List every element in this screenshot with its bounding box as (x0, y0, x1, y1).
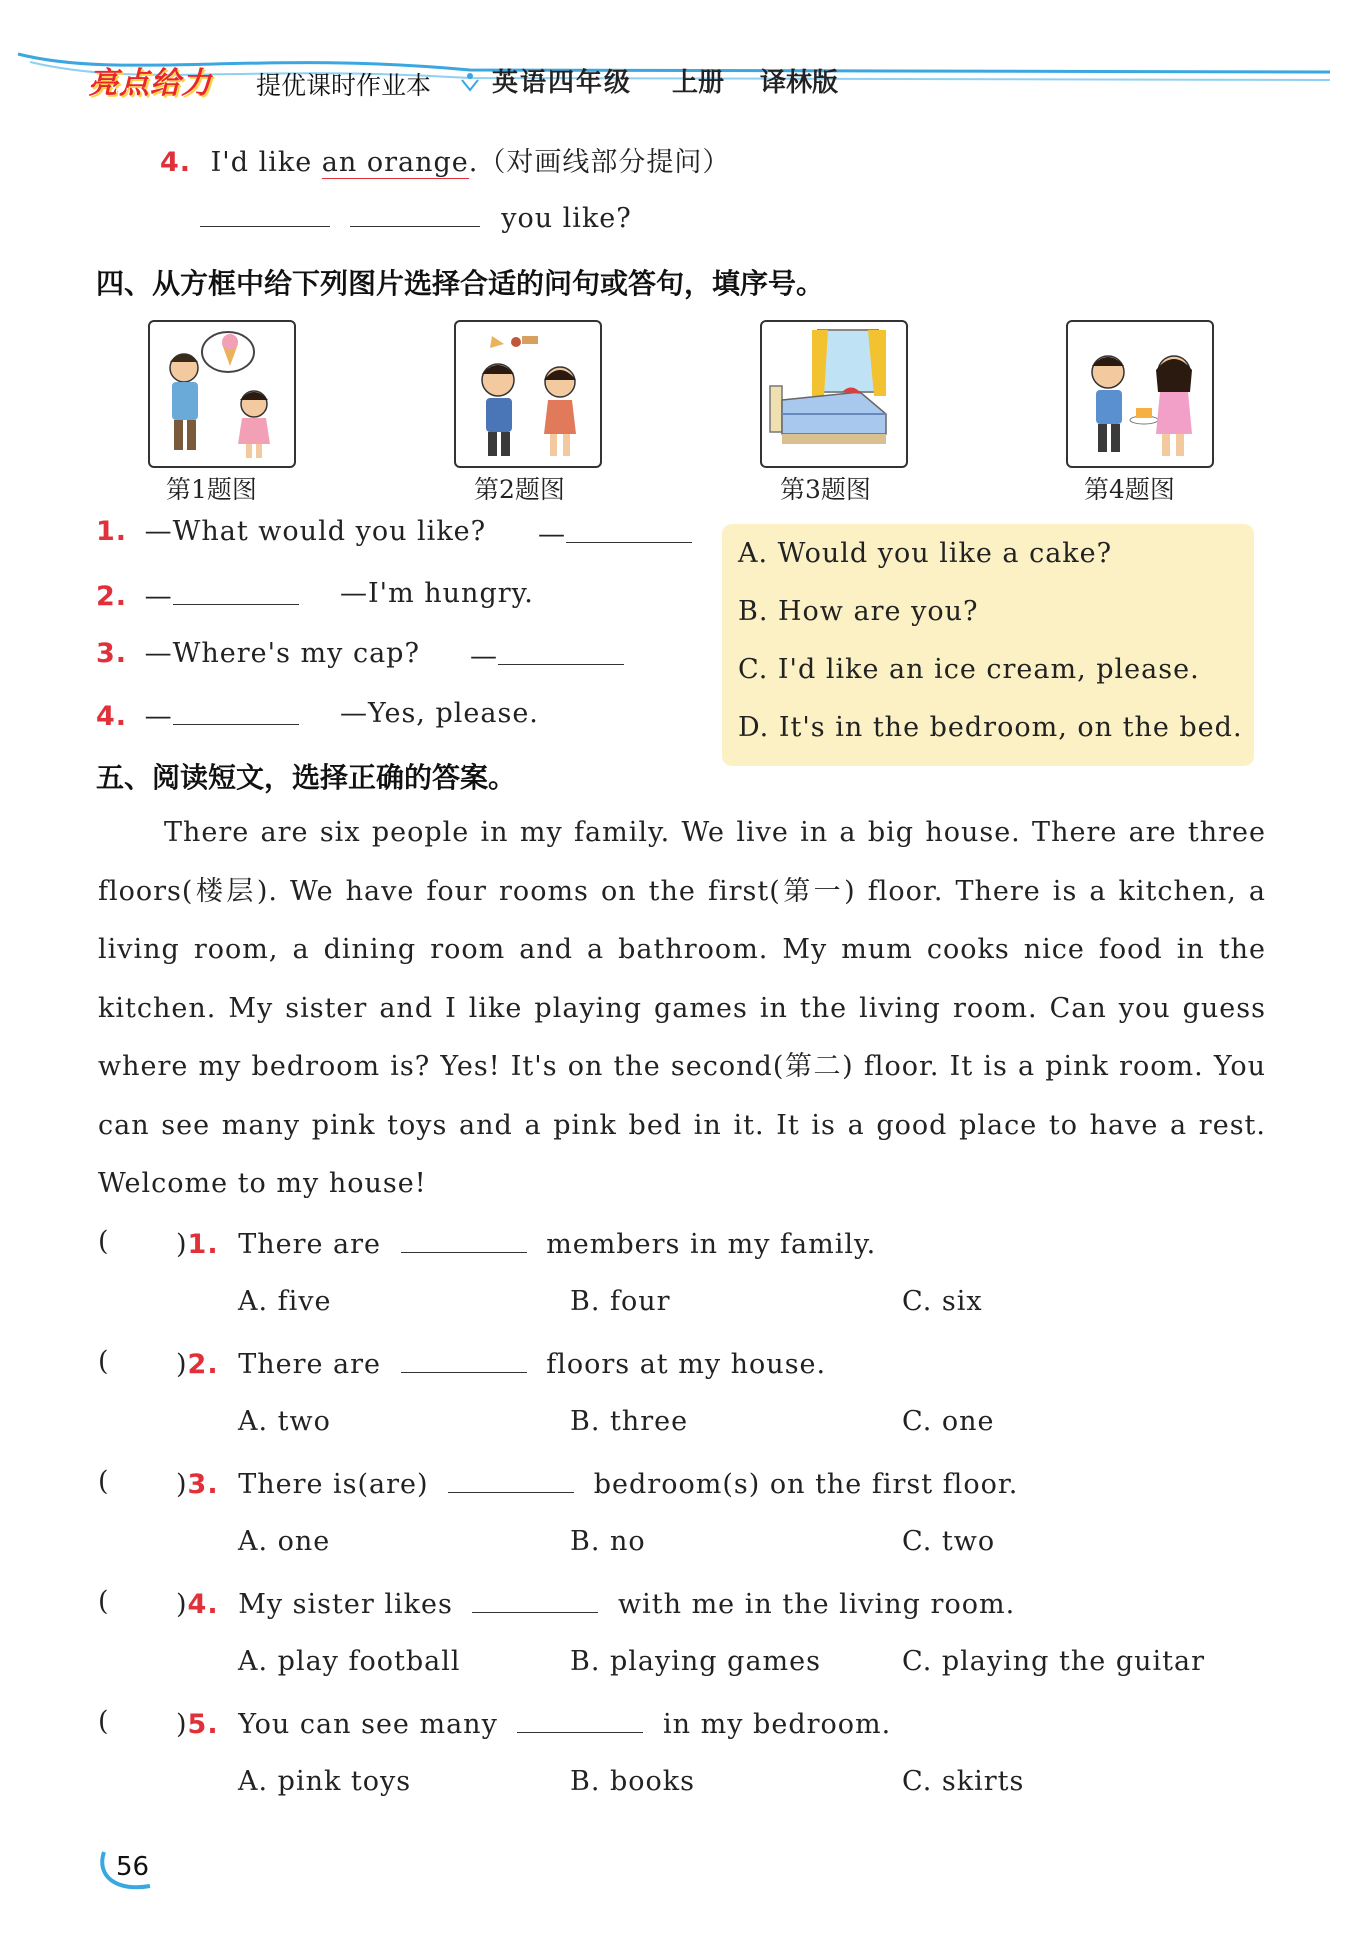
picture-4 (1066, 320, 1214, 468)
dialogue-answer-1 (538, 516, 692, 550)
choice-a[interactable]: A. two (238, 1406, 331, 1437)
answer-blank[interactable] (350, 200, 480, 227)
choice-b[interactable]: B. books (570, 1766, 696, 1797)
choice-b[interactable]: B. four (570, 1286, 671, 1317)
book-subtitle: 提优课时作业本 (256, 71, 432, 100)
choice-b[interactable]: B. no (570, 1526, 646, 1557)
question-number: 4. (187, 1589, 219, 1620)
answer-paren[interactable]: ( (98, 1706, 109, 1737)
question-pre: There are (238, 1229, 382, 1260)
question-post: floors at my house. (546, 1349, 827, 1380)
dialogue-answer-2: —I'm hungry. (340, 578, 534, 609)
option-c: C. I'd like an ice cream, please. (738, 654, 1200, 685)
question-number: 4. (160, 147, 192, 178)
book-edition: 译林版 (760, 68, 839, 98)
answer-blank (401, 1346, 527, 1373)
reading-question-5: )5. You can see many in my bedroom. (176, 1706, 891, 1740)
hungry-scene-icon (456, 322, 600, 466)
dialogue-answer-3 (470, 638, 624, 672)
choice-a[interactable]: A. five (238, 1286, 332, 1317)
question-pre: There is(are) (238, 1469, 429, 1500)
choice-c[interactable]: C. two (902, 1526, 996, 1557)
question-number: 5. (187, 1709, 219, 1740)
answer-blank[interactable] (566, 516, 692, 543)
ice-cream-scene-icon (150, 322, 294, 466)
question-post: in my bedroom. (663, 1709, 892, 1740)
dialogue-question-4 (96, 698, 299, 732)
answer-blank (472, 1586, 598, 1613)
answer-blank[interactable] (498, 638, 624, 665)
sentence-post: .（对画线部分提问） (468, 147, 731, 178)
dialogue-dash: — (144, 581, 173, 612)
answer-blank[interactable] (173, 698, 299, 725)
dialogue-question-2 (96, 578, 299, 612)
question-number: 2. (187, 1349, 219, 1380)
dialogue-left: —What would you like? (144, 516, 487, 547)
book-grade: 英语四年级 (492, 68, 633, 98)
bedroom-scene-icon (762, 322, 906, 466)
question-pre: You can see many (238, 1709, 498, 1740)
section-five-title: 五、阅读短文，选择正确的答案。 (96, 761, 517, 794)
question-post: members in my family. (546, 1229, 877, 1260)
option-d: D. It's in the bedroom, on the bed. (738, 712, 1243, 743)
answer-paren[interactable]: ( (98, 1226, 109, 1257)
page-number: 56 (116, 1852, 150, 1882)
question-post: bedroom(s) on the first floor. (593, 1469, 1019, 1500)
question-number: 4. (96, 701, 128, 732)
picture-2 (454, 320, 602, 468)
dialogue-question-3 (96, 638, 420, 669)
choice-c[interactable]: C. skirts (902, 1766, 1025, 1797)
picture-4-caption: 第4题图 (1084, 475, 1175, 504)
brand-logo: 亮点给力 (88, 66, 212, 101)
answer-blank[interactable] (200, 200, 330, 227)
reading-passage (98, 804, 1266, 1214)
dialogue-dash: — (538, 519, 566, 550)
dialogue-question-1 (96, 516, 486, 547)
option-a: A. Would you like a cake? (738, 538, 1113, 569)
dialogue-dash: — (144, 701, 173, 732)
reading-question-1: )1. There are members in my family. (176, 1226, 876, 1260)
question-number: 3. (187, 1469, 219, 1500)
choice-c[interactable]: C. playing the guitar (902, 1646, 1205, 1677)
picture-3-caption: 第3题图 (780, 475, 871, 504)
cake-offer-scene-icon (1068, 322, 1212, 466)
choice-c[interactable]: C. one (902, 1406, 995, 1437)
section-four-title: 四、从方框中给下列图片选择合适的问句或答句，填序号。 (96, 267, 825, 300)
answer-tail: you like? (501, 203, 632, 234)
question-post: with me in the living room. (618, 1589, 1016, 1620)
choice-b[interactable]: B. playing games (570, 1646, 821, 1677)
dialogue-dash: — (470, 641, 498, 672)
question-number: 2. (96, 581, 128, 612)
answer-paren[interactable]: ( (98, 1466, 109, 1497)
question-number: 1. (96, 516, 128, 547)
answer-line-4 (200, 200, 632, 234)
answer-blank[interactable] (173, 578, 299, 605)
sentence-pre: I'd like (210, 147, 322, 178)
answer-blank (448, 1466, 574, 1493)
choice-a[interactable]: A. one (238, 1526, 331, 1557)
answer-paren[interactable]: ( (98, 1346, 109, 1377)
choice-a[interactable]: A. play football (238, 1646, 461, 1677)
picture-1 (148, 320, 296, 468)
question-pre: My sister likes (238, 1589, 453, 1620)
choice-c[interactable]: C. six (902, 1286, 983, 1317)
dialogue-left: —Where's my cap? (144, 638, 420, 669)
underlined-phrase: an orange (321, 147, 469, 178)
answer-blank (517, 1706, 643, 1733)
picture-2-caption: 第2题图 (474, 475, 565, 504)
book-volume: 上册 (672, 68, 725, 98)
option-b: B. How are you? (738, 596, 979, 627)
answer-paren[interactable]: ( (98, 1586, 109, 1617)
choice-b[interactable]: B. three (570, 1406, 689, 1437)
question-pre: There are (238, 1349, 382, 1380)
question-rewrite-4 (160, 140, 730, 179)
picture-3 (760, 320, 908, 468)
choice-a[interactable]: A. pink toys (238, 1766, 412, 1797)
reading-question-2: )2. There are floors at my house. (176, 1346, 826, 1380)
dialogue-answer-4: —Yes, please. (340, 698, 539, 729)
reading-question-4: )4. My sister likes with me in the living room. (176, 1586, 1015, 1620)
answer-blank (401, 1226, 527, 1253)
passage-text: There are six people in my family. We live in a big house. There are three floors(楼层). We have four rooms on the first(第一) floor. There is a kitchen, a living room, a dining room and a bathroom. My mum cooks nice food in the kitchen. My sister and I like playing games in the living room. Can you guess where my bedroom is? Yes! It's on the second(第二) floor. It is a pink room. You can see many pink toys and a pink bed in it. It is a good place to have a rest. Welcome to my house! (98, 817, 1266, 1199)
question-number: 3. (96, 638, 128, 669)
picture-1-caption: 第1题图 (166, 475, 257, 504)
reading-question-3: )3. There is(are) bedroom(s) on the first floor. (176, 1466, 1018, 1500)
question-number: 1. (187, 1229, 219, 1260)
